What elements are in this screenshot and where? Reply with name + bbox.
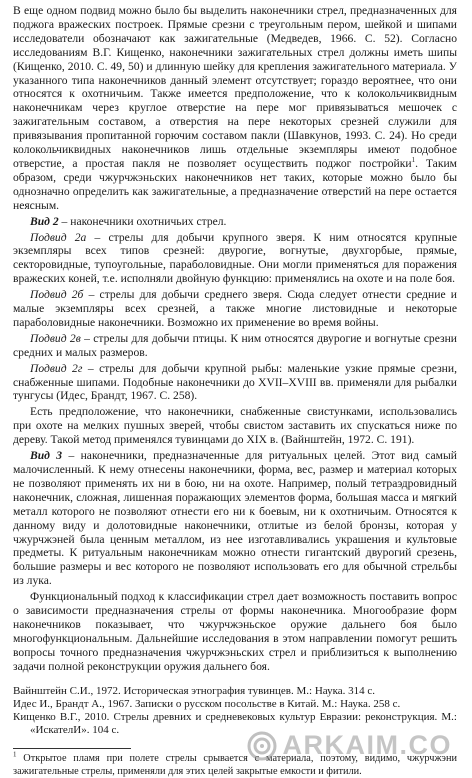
footnote-text bbox=[13, 750, 457, 777]
paragraph-vid-3 bbox=[13, 449, 457, 588]
paragraph-1 bbox=[13, 4, 457, 213]
paragraph-text: Функциональный подход к классификации стрел дает возможность поставить вопрос о зависимости предназначения стрелы от формы наконечника. Многообразие форм наконечников показывает, что чжурчжэньское оружие дальнего боя было многофункциональным. Дальнейшие исследования в этом направлении помогут решить вопросы точного предназначения чжурчжэньских стрел и приблизиться к выполнению задачи полной реконструкции оружия дальнего боя. bbox=[13, 590, 457, 673]
watermark-text: ARKAIM.CO bbox=[282, 730, 452, 760]
section-head: Подвид 2б bbox=[30, 288, 84, 302]
document-page bbox=[13, 4, 457, 778]
paragraph-svistunki bbox=[13, 405, 457, 447]
paragraph-podvid-2v bbox=[13, 332, 457, 360]
paragraph-text: – наконечники охотничьих стрел. bbox=[58, 214, 227, 228]
paragraph-text: – стрелы для добычи птицы. К ним относятся двурогие и вогнутые срезни средних и малых размеров. bbox=[13, 331, 457, 359]
section-head: Вид 3 bbox=[30, 449, 63, 463]
paragraph-text: – стрелы для добычи крупного зверя. К ним относятся крупные экземпляры всех типов срезней: двурогие, вогнутые, двухгорбые, прямые, секторовидные, тупоугольные, параболовидные. Они могли применяться для поражения вражеских коней, т.е. исполняли двойную функцию: применялись на охоте и на поле боя. bbox=[13, 230, 457, 286]
paragraph-conclusion bbox=[13, 590, 457, 673]
footnote-mark: 1 bbox=[13, 750, 17, 759]
paragraph-text: В еще одном подвид можно было бы выделить наконечники стрел, предназначенных для поджога вражеских построек. Прямые срезни с треугольным пером, шейкой и шипами исследователи обозначают как зажигательные (Медведев, 1966. С. 52). Согласно исследованиям В.Г. Кищенко, наконечники зажигательных стрел должны иметь шипы (Кищенко, 2010. С. 49, 50) и длинную шейку для крепления зажигательного материала. У указанного типа наконечников данный элемент отсутствует; гораздо вероятнее, что они относятся к охотничьим. Также имеется предположение, что к колокольчиквидным наконечникам через круглое отверстие на пере мог привязываться мешочек с зажигательным составом, а отверстия на пере некоторых срезней служили для привязывания пропитанной горючим составом пакли (Шавкунов, 1993. С. 24). Но среди колокольчиквидных наконечников лишь отдельные экземпляры имеют подобное отверстие, а простая пакля не позволяет осуществить поджог постройки bbox=[13, 4, 457, 170]
paragraph-text: – наконечники, предназначенные для ритуальных целей. Этот вид самый малочисленный. К нему отнесены наконечники, форма, вес, размер и материал которых не позволяют применять их ни в бою, ни на охоте. Например, полый тетраэдровидный наконечник, сложная, лишенная поражающих элементов форма, большая масса и мягкий металл которого не позволяют отнести его ни к боевым, ни к охотничьим. Относятся к данному виду и долотовидные наконечники, отлитые из белой бронзы, которая у чжурчжэней была ценным металлом, из нее изготавливались украшения и культовые предметы. К ритуальным наконечникам можно отнести гигантский двурогий срезень, большие размеры и вес которого не позволяют использовать его для обычной стрельбы из лука. bbox=[13, 449, 457, 588]
section-head: Подвид 2г bbox=[30, 361, 83, 375]
bibliography-entry: Кищенко В.Г., 2010. Стрелы древних и средневековых культур Евразии: реконструкция. М.: «ИскателИ». 104 с. bbox=[13, 711, 457, 737]
bibliography-entry: Идес И., Брандт А., 1967. Записки о русском посольстве в Китай. М.: Наука. 258 с. bbox=[13, 697, 401, 710]
paragraph-text: – стрелы для добычи среднего зверя. Сюда следует отнести средние и малые экземпляры всех срезней, а также многие листовидные и некоторые параболовидные наконечники. Возможно их применение во время войны. bbox=[13, 288, 457, 329]
paragraph-text: . Таким образом, среди чжурчжэньских наконечников нет таких, которые можно было бы однозначно определить как зажигательные, а предназначение отверстий на пере остается неясным. bbox=[13, 156, 457, 212]
bibliography-entry: Вайнштейн С.И., 1972. Историческая этнография тувинцев. М.: Наука. 314 с. bbox=[13, 684, 376, 697]
paragraph-podvid-2g bbox=[13, 362, 457, 404]
paragraph-text: – стрелы для добычи крупной рыбы: маленькие узкие прямые срезни, снабженные шипами. Подобные наконечники до XVII–XVIII вв. применяли для рыбалки тунгусы (Идес, Брандт, 1967. С. 258). bbox=[13, 361, 457, 403]
footnote-ref[interactable]: 1 bbox=[411, 156, 416, 165]
paragraph-vid-2 bbox=[13, 215, 457, 229]
section-head: Подвид 2а bbox=[30, 230, 87, 244]
footnote-divider bbox=[13, 748, 131, 749]
bibliography bbox=[13, 685, 457, 738]
footnote-body: Открытое пламя при полете стрелы срывается с материала, поэтому, видимо, чжурчжэни зажигательные стрелы, применяли для этих целей закрытые емкости и фитили. bbox=[13, 753, 457, 777]
section-head: Вид 2 bbox=[30, 214, 59, 228]
paragraph-text: Есть предположение, что наконечники, снабженные свистунками, использовались при охоте на мелких пушных зверей, чтобы свистом заставить их спускаться ниже по дереву. Такой метод применялся тувинцами до XIX в. (Вайнштейн, 1972. С. 191). bbox=[13, 405, 457, 447]
section-head: Подвид 2в bbox=[30, 331, 81, 345]
paragraph-podvid-2a bbox=[13, 231, 457, 287]
paragraph-podvid-2b bbox=[13, 288, 457, 330]
footnote bbox=[13, 750, 457, 777]
